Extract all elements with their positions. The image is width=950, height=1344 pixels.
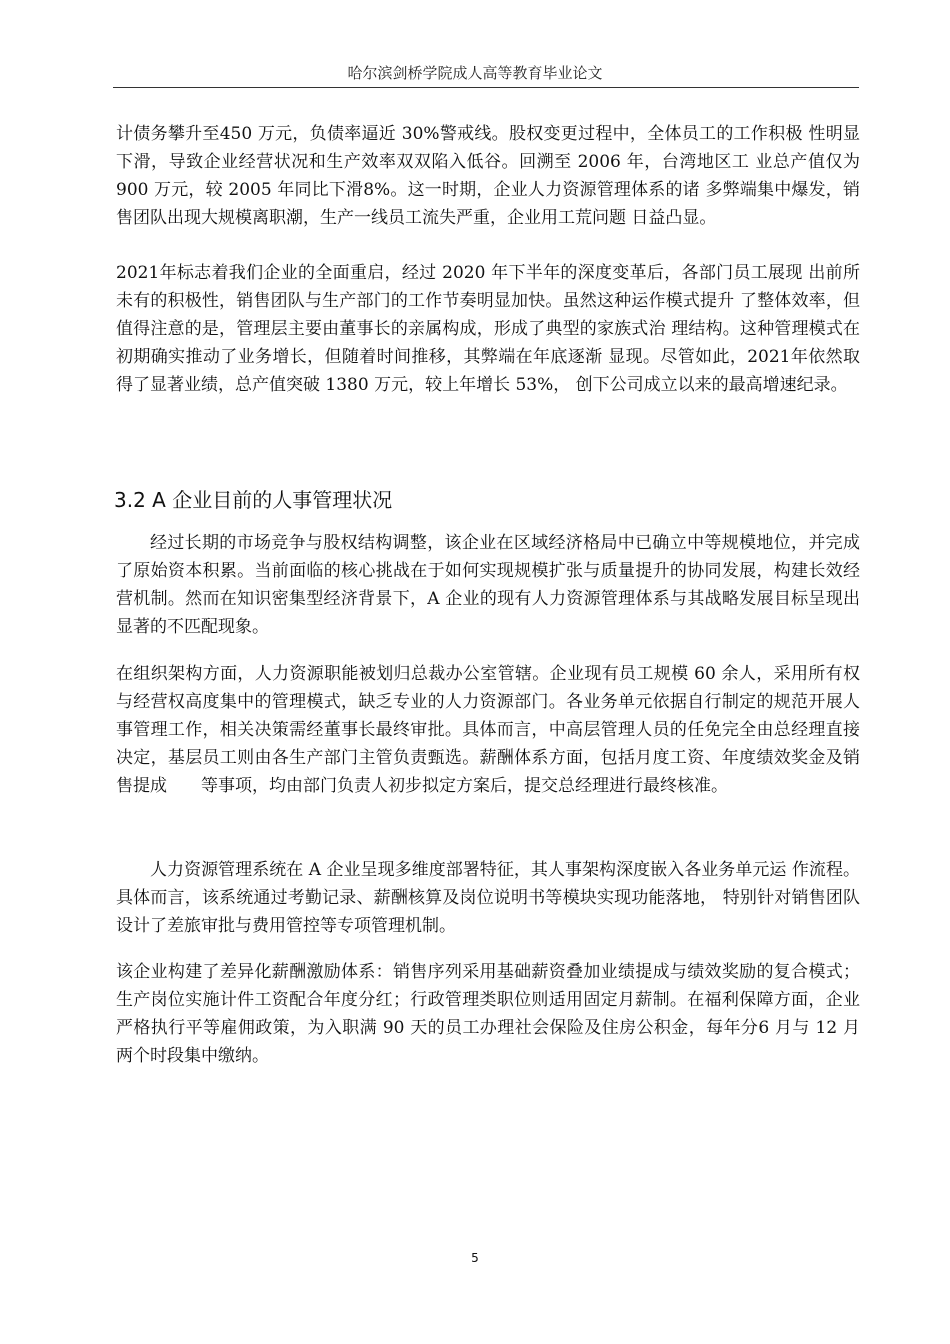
paragraph-compensation: 该企业构建了差异化薪酬激励体系：销售序列采用基础薪资叠加业绩提成与绩效奖励的复合模式；生产岗位实施计件工资配合年度分红；行政管理类职位则适用固定月薪制。在福利保障方面，企业严格执行平等雇佣政策，为入职满 90 天的员工办理社会保险及住房公积金，每年分6 月与 12 月两个时段集中缴纳。 — [116, 962, 860, 1066]
section-heading: 3.2 A 企业目前的人事管理状况 — [114, 488, 393, 512]
running-header: 哈尔滨剑桥学院成人高等教育毕业论文 — [347, 64, 603, 82]
header-divider — [113, 87, 859, 88]
paragraph-org-structure: 在组织架构方面，人力资源职能被划归总裁办公室管辖。企业现有员工规模 60 余人，采用所有权与经营权高度集中的管理模式，缺乏专业的人力资源部门。各业务单元依据自行制定的规范开展人事管理工作，相关决策需经董事长最终审批。具体而言，中高层管理人员的任免完全由总经理直接决定，基层员工则由各生产部门主管负责甄选。薪酬体系方面，包括月度工资、年度绩效奖金及销售提成 等事项，均由部门负责人初步拟定方案后，提交总经理进行最终核准。 — [116, 664, 860, 796]
page-number: 5 — [471, 1251, 479, 1265]
paragraph-hr-system: 人力资源管理系统在 A 企业呈现多维度部署特征，其人事架构深度嵌入各业务单元运 作流程。具体而言，该系统通过考勤记录、薪酬核算及岗位说明书等模块实现功能落地， 特别针对销售团队设计了差旅审批与费用管控等专项管理机制。 — [116, 860, 860, 936]
paragraph-debt-history: 计债务攀升至450 万元，负债率逼近 30%警戒线。股权变更过程中，全体员工的工作积极 性明显下滑，导致企业经营状况和生产效率双双陷入低谷。回溯至 2006 年，台湾地区工 业总产值仅为900 万元，较 2005 年同比下滑8%。这一时期，企业人力资源管理体系的诸 多弊端集中爆发，销售团队出现大规模离职潮，生产一线员工流失严重，企业用工荒问题 日益凸显。 — [116, 124, 860, 228]
paragraph-current-status: 经过长期的市场竞争与股权结构调整，该企业在区域经济格局中已确立中等规模地位，并完成了原始资本积累。当前面临的核心挑战在于如何实现规模扩张与质量提升的协同发展，构建长效经营机制。然而在知识密集型经济背景下，A 企业的现有人力资源管理体系与其战略发展目标呈现出显著的不匹配现象。 — [116, 533, 860, 637]
paragraph-2021-restart: 2021年标志着我们企业的全面重启，经过 2020 年下半年的深度变革后，各部门员工展现 出前所未有的积极性，销售团队与生产部门的工作节奏明显加快。虽然这种运作模式提升 了整体效率，但值得注意的是，管理层主要由董事长的亲属构成，形成了典型的家族式治 理结构。这种管理模式在初期确实推动了业务增长，但随着时间推移，其弊端在年底逐渐 显现。尽管如此，2021年依然取得了显著业绩，总产值突破 1380 万元，较上年增长 53%， 创下公司成立以来的最高增速纪录。 — [116, 263, 860, 395]
